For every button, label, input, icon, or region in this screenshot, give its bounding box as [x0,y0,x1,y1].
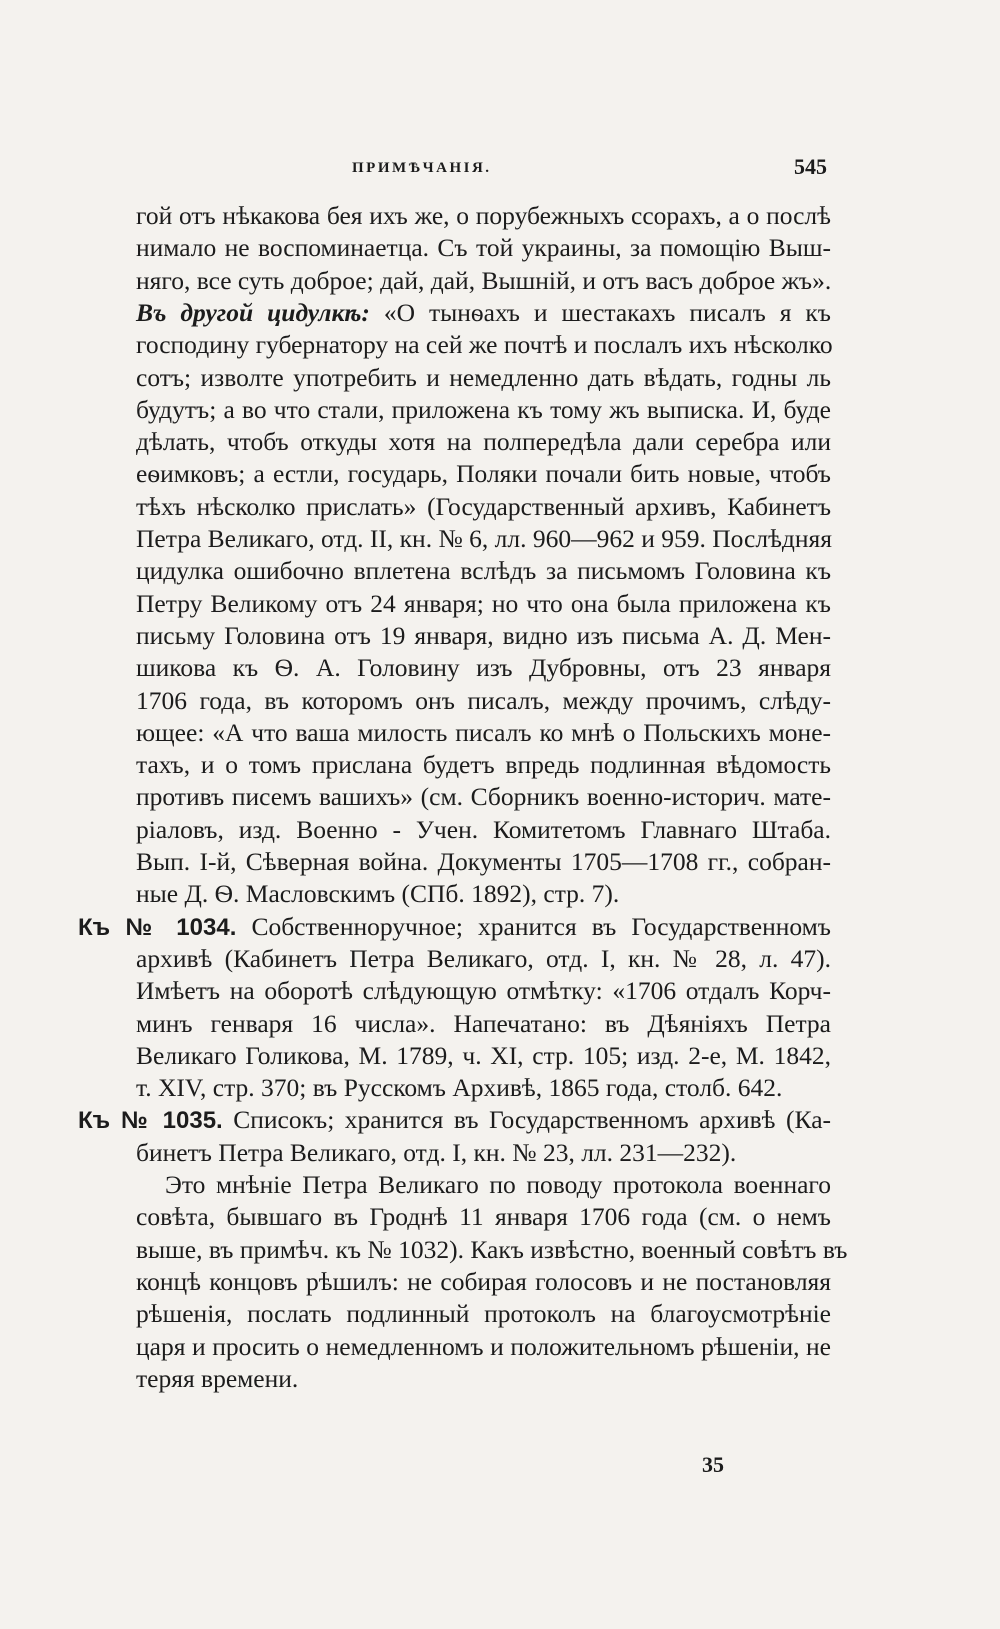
text-line: противъ писемъ вашихъ» (см. Сборникъ военно-историч. мате- [136,782,831,811]
line-rest: Собственноручное; хранится въ Государственномъ [236,912,831,941]
text-line: 1706 года, въ которомъ онъ писалъ, между прочимъ, слѣду- [136,686,831,715]
text-line: сотъ; изволте употребить и немедленно дать вѣдать, годны ль [136,363,831,392]
text-line: дѣлать, чтобъ откуды хотя на полпередѣла дали серебра или [136,427,831,456]
line-rest: «О тынѳахъ и шестакахъ писалъ я къ [369,298,831,327]
text-line: Вып. І-й, Сѣверная война. Документы 1705—1708 гг., собран- [136,847,831,876]
text-line: бинетъ Петра Великаго, отд. І, кн. № 23, лл. 231—232). [136,1138,737,1167]
text-line: минъ генваря 16 числа». Напечатано: въ Дѣяніяхъ Петра [136,1009,831,1038]
page-number: 545 [794,154,827,179]
text-line [136,297,831,329]
text-line: ные Д. Ѳ. Масловскимъ (СПб. 1892), стр. 7). [136,879,620,908]
text-line: концѣ концовъ рѣшилъ: не собирая голосовъ и не постановляя [136,1267,831,1296]
text-line: ющее: «А что ваша милость писалъ ко мнѣ о Польскихъ моне- [136,718,831,747]
text-line: теряя времени. [136,1364,299,1393]
note-heading-1035 [78,1104,831,1136]
text-line: т. XIV, стр. 370; въ Русскомъ Архивѣ, 1865 года, столб. 642. [136,1073,783,1102]
running-head: ПРИМѢЧАНІЯ. [352,160,492,176]
text-line: царя и просить о немедленномъ и положительномъ рѣшеніи, не [136,1332,831,1361]
line-rest: Списокъ; хранится въ Государственномъ архивѣ (Ка- [222,1105,832,1134]
text-line: еѳимковъ; а естли, государь, Поляки почали бить новые, чтобъ [136,459,831,488]
note-ref-1034: Къ № 1034. [78,914,237,941]
text-line: няго, все суть доброе; дай, дай, Вышній, и отъ васъ доброе жъ». [136,266,832,295]
text-line: Петра Великаго, отд. II, кн. № 6, лл. 960—962 и 959. Послѣдняя [136,524,833,553]
text-line: будутъ; а во что стали, приложена къ тому жъ выписка. И, буде [136,395,831,424]
text-line: Это мнѣніе Петра Великаго по поводу протокола военнаго [165,1170,831,1199]
text-line: шикова къ Ѳ. А. Головину изъ Дубровны, отъ 23 января [136,653,831,682]
note-ref-1035: Къ № 1035. [78,1107,223,1134]
text-line: Великаго Голикова, М. 1789, ч. XI, стр. 105; изд. 2-е, М. 1842, [136,1041,831,1070]
text-line: господину губернатору на сей же почтѣ и послалъ ихъ нѣсколко [136,330,833,359]
text-line: совѣта, бывшаго въ Гроднѣ 11 января 1706 года (см. о немъ [136,1202,831,1231]
signature-mark: 35 [702,1452,724,1477]
text-line: тѣхъ нѣсколко прислать» (Государственный архивъ, Кабинетъ [136,492,831,521]
text-line: ріаловъ, изд. Военно - Учен. Комитетомъ Главнаго Штаба. [136,815,831,844]
text-line: архивѣ (Кабинетъ Петра Великаго, отд. І, кн. № 28, л. 47). [136,944,831,973]
page-header [0,154,1000,188]
text-line: цидулка ошибочно вплетена вслѣдъ за письмомъ Головина къ [136,556,831,585]
text-line: выше, въ примѣч. къ № 1032). Какъ извѣстно, военный совѣтъ въ [136,1235,848,1264]
text-line: письму Головина отъ 19 января, видно изъ письма А. Д. Мен- [136,621,831,650]
text-line: тахъ, и о томъ прислана будетъ впредь подлинная вѣдомость [136,750,831,779]
text-line: Имѣетъ на оборотѣ слѣдующую отмѣтку: «1706 отдалъ Корч- [136,976,831,1005]
text-line: гой отъ нѣкакова бея ихъ же, о порубежныхъ ссорахъ, а о послѣ [136,201,831,230]
italic-lead: Въ другой цидулкѣ: [136,298,370,327]
text-line: рѣшенія, послать подлинный протоколъ на благоусмотрѣніе [136,1299,831,1328]
note-heading-1034 [78,911,831,943]
text-line: Петру Великому отъ 24 января; но что она была приложена къ [136,589,831,618]
text-line: нимало не воспоминаетца. Съ той украины, за помощію Выш- [136,233,831,262]
